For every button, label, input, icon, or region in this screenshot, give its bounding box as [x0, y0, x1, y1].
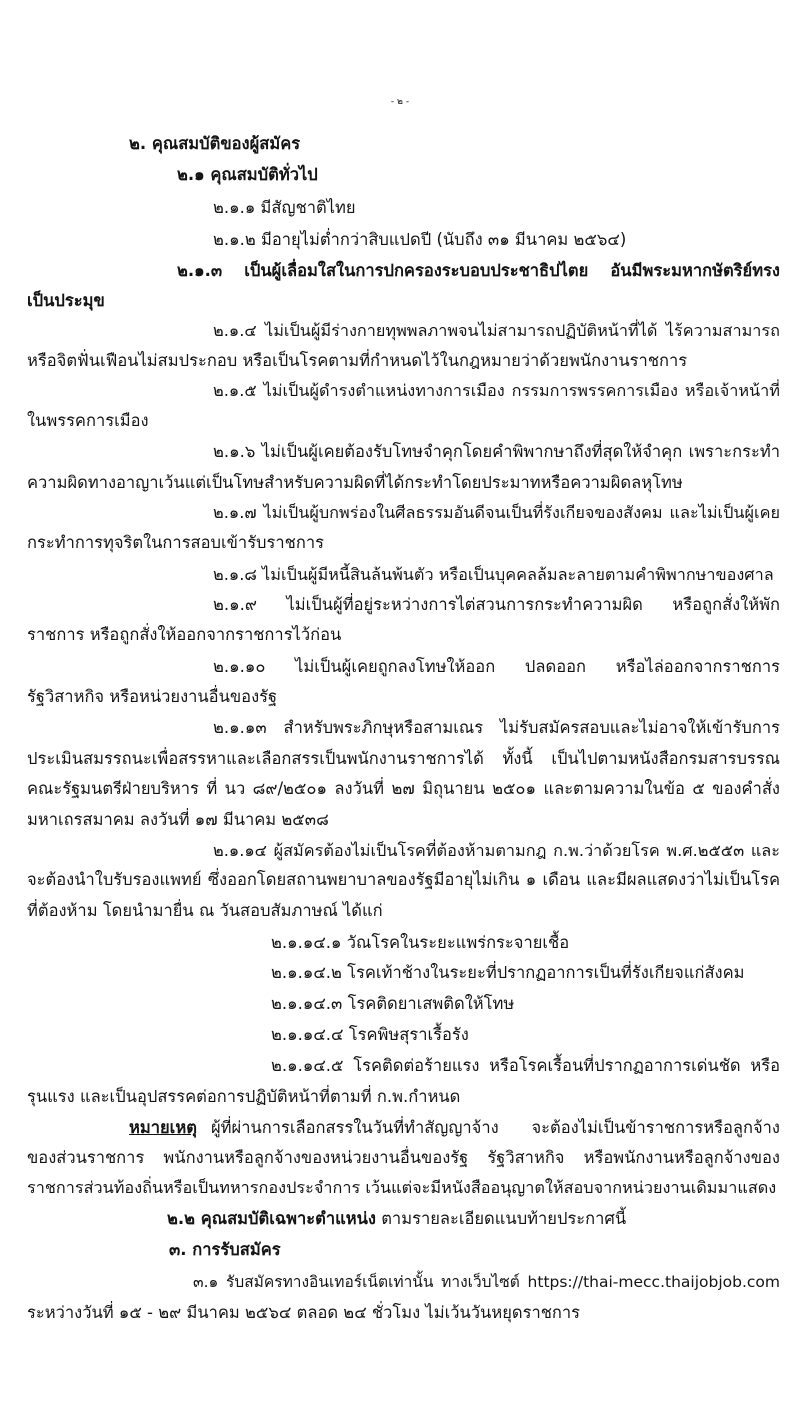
note-line1: ผู้ที่ผ่านการเลือกสรรในวันที่ทำสัญญาจ้าง จะต้องไม่เป็นข้าราชการหรือลูกจ้าง: [211, 1118, 780, 1137]
page-number: - ๒ -: [390, 97, 410, 107]
item-2-1-3-line1: ๒.๑.๓ เป็นผู้เลื่อมใสในการปกครองระบอบประชาธิปไตย อันมีพระมหากษัตริย์ทรง: [177, 261, 780, 280]
disease-item-3: ๒.๑.๑๔.๓ โรคติดยาเสพติดให้โทษ: [271, 994, 515, 1013]
section-2-2-line: [167, 1207, 626, 1231]
item-2-1-5-line1: ๒.๑.๕ ไม่เป็นผู้ดำรงตำแหน่งทางการเมือง กรรมการพรรคการเมือง หรือเจ้าหน้าที่: [213, 381, 780, 400]
item-2-1-6-line2: ความผิดทางอาญาเว้นแต่เป็นโทษสำหรับความผิดที่ได้กระทำโดยประมาทหรือความผิดลหุโทษ: [27, 473, 683, 492]
section-2-2-heading: ๒.๒ คุณสมบัติเฉพาะตำแหน่ง: [167, 1209, 376, 1228]
item-2-1-9-line1: ๒.๑.๙ ไม่เป็นผู้ที่อยู่ระหว่างการไต่สวนการกระทำความผิด หรือถูกสั่งให้พัก: [213, 595, 780, 614]
section-2-1-heading: ๒.๑ คุณสมบัติทั่วไป: [177, 165, 318, 184]
item-2-1-14-line3: ที่ต้องห้าม โดยนำมายื่น ณ วันสอบสัมภาษณ์ ได้แก่: [27, 901, 383, 920]
item-2-1-13-line3: คณะรัฐมนตรีฝ่ายบริหาร ที่ นว ๘๙/๒๕๐๑ ลงวันที่ ๒๗ มิถุนายน ๒๕๐๑ และตามความในข้อ ๕ ของคำสั่ง: [27, 779, 780, 798]
disease-item-1: ๒.๑.๑๔.๑ วัณโรคในระยะแพร่กระจายเชื้อ: [271, 933, 570, 952]
item-2-1-3-line2: เป็นประมุข: [27, 291, 105, 310]
item-2-1-10-line1: ๒.๑.๑๐ ไม่เป็นผู้เคยถูกลงโทษให้ออก ปลดออก หรือไล่ออกจากราชการ: [213, 657, 780, 676]
section-3-heading: ๓. การรับสมัคร: [169, 1240, 281, 1259]
item-2-1-2: ๒.๑.๒ มีอายุไม่ต่ำกว่าสิบแปดปี (นับถึง ๓๑ มีนาคม ๒๕๖๔): [213, 230, 627, 249]
item-2-1-4-line1: ๒.๑.๔ ไม่เป็นผู้มีร่างกายทุพพลภาพจนไม่สามารถปฏิบัติหน้าที่ได้ ไร้ความสามารถ: [213, 321, 780, 340]
item-2-1-6-line1: ๒.๑.๖ ไม่เป็นผู้เคยต้องรับโทษจำคุกโดยคำพิพากษาถึงที่สุดให้จำคุก เพราะกระทำ: [213, 442, 780, 461]
item-2-1-13-line2: ประเมินสมรรถนะเพื่อสรรหาและเลือกสรรเป็นพนักงานราชการได้ ทั้งนี้ เป็นไปตามหนังสือกรมสารบรรณ: [27, 749, 780, 768]
item-2-1-1: ๒.๑.๑ มีสัญชาติไทย: [213, 198, 356, 217]
note-line2: ของส่วนราชการ พนักงานหรือลูกจ้างของหน่วยงานอื่นของรัฐ รัฐวิสาหกิจ หรือพนักงานหรือลูกจ้างของ: [27, 1148, 780, 1167]
section-3-1-line1: ๓.๑ รับสมัครทางอินเทอร์เน็ตเท่านั้น ทางเว็บไซต์ https://thai-mecc.thaijobjob.com: [193, 1273, 780, 1291]
section-2-heading: ๒. คุณสมบัติของผู้สมัคร: [129, 134, 301, 153]
item-2-1-5-line2: ในพรรคการเมือง: [27, 411, 149, 430]
disease-item-2: ๒.๑.๑๔.๒ โรคเท้าช้างในระยะที่ปรากฏอาการเป็นที่รังเกียจแก่สังคม: [271, 963, 745, 982]
item-2-1-10-line2: รัฐวิสาหกิจ หรือหน่วยงานอื่นของรัฐ: [27, 687, 278, 706]
item-2-1-14-line1: ๒.๑.๑๔ ผู้สมัครต้องไม่เป็นโรคที่ต้องห้ามตามกฎ ก.พ.ว่าด้วยโรค พ.ศ.๒๕๕๓ และ: [213, 841, 780, 860]
section-3-1-line2: ระหว่างวันที่ ๑๕ - ๒๙ มีนาคม ๒๕๖๔ ตลอด ๒๔ ชั่วโมง ไม่เว้นวันหยุดราชการ: [27, 1303, 581, 1322]
item-2-1-7-line2: กระทำการทุจริตในการสอบเข้ารับราชการ: [27, 533, 324, 552]
item-2-1-13-line4: มหาเถรสมาคม ลงวันที่ ๑๗ มีนาคม ๒๕๓๘: [27, 810, 329, 829]
item-2-1-13-line1: ๒.๑.๑๓ สำหรับพระภิกษุหรือสามเณร ไม่รับสมัครสอบและไม่อาจให้เข้ารับการ: [213, 718, 780, 737]
item-2-1-4-line2: หรือจิตฟั่นเฟือนไม่สมประกอบ หรือเป็นโรคตามที่กำหนดไว้ในกฎหมายว่าด้วยพนักงานราชการ: [27, 351, 688, 370]
note-line3: ราชการส่วนท้องถิ่นหรือเป็นทหารกองประจำการ เว้นแต่จะมีหนังสืออนุญาตให้สอบจากหน่วยงานเดิมมาแสดง: [27, 1178, 777, 1197]
disease-item-5-line2: รุนแรง และเป็นอุปสรรคต่อการปฏิบัติหน้าที่ตามที่ ก.พ.กำหนด: [27, 1087, 461, 1106]
section-2-2-text: ตามรายละเอียดแนบท้ายประกาศนี้: [381, 1209, 627, 1228]
item-2-1-9-line2: ราชการ หรือถูกสั่งให้ออกจากราชการไว้ก่อน: [27, 625, 342, 644]
item-2-1-8: ๒.๑.๘ ไม่เป็นผู้มีหนี้สินล้นพ้นตัว หรือเป็นบุคคลล้มละลายตามคำพิพากษาของศาล: [213, 565, 774, 584]
item-2-1-7-line1: ๒.๑.๗ ไม่เป็นผู้บกพร่องในศีลธรรมอันดีจนเป็นที่รังเกียจของสังคม และไม่เป็นผู้เคย: [213, 503, 780, 522]
note-label: หมายเหตุ: [129, 1118, 197, 1137]
disease-item-4: ๒.๑.๑๔.๔ โรคพิษสุราเรื้อรัง: [271, 1025, 469, 1044]
disease-item-5-line1: ๒.๑.๑๔.๕ โรคติดต่อร้ายแรง หรือโรคเรื้อนที่ปรากฏอาการเด่นชัด หรือ: [271, 1056, 780, 1075]
item-2-1-14-line2: จะต้องนำใบรับรองแพทย์ ซึ่งออกโดยสถานพยาบาลของรัฐมีอายุไม่เกิน ๑ เดือน และมีผลแสดงว่าไม่เป็นโรค: [27, 870, 780, 889]
